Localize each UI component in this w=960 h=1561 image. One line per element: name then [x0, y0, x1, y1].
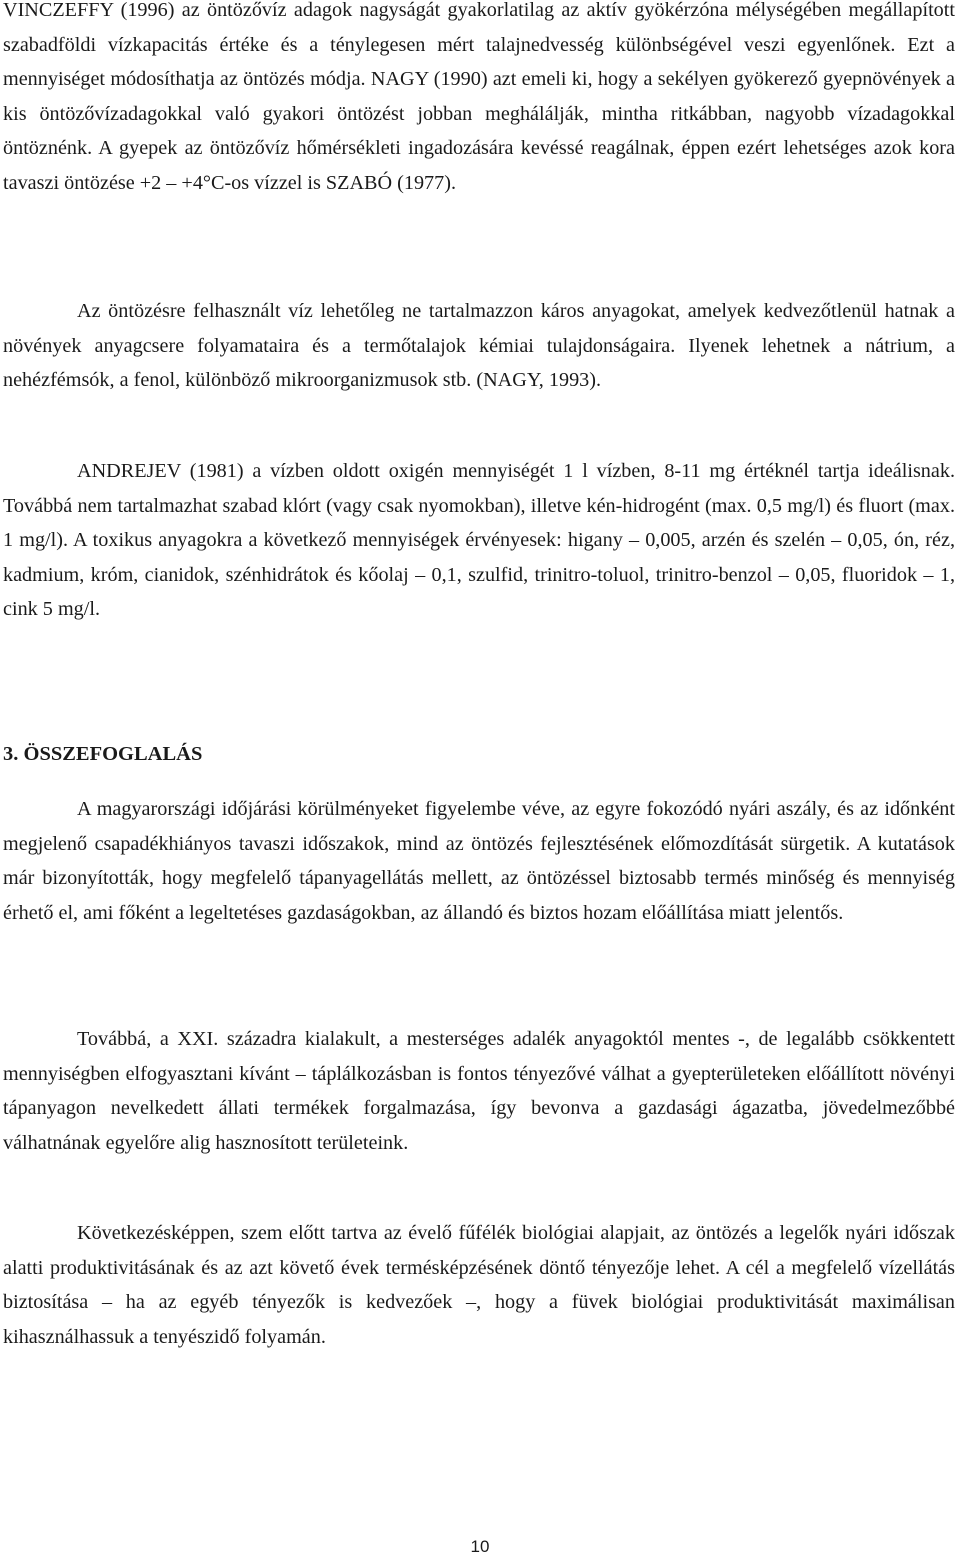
- paragraph-summary-1: A magyarországi időjárási körülményeket figyelembe véve, az egyre fokozódó nyári aszály, és az időnként megjelenő csapadékhiányos tavaszi időszakok, mind az öntözés fejlesztésének előmozdítását sürgetik. A kutatások már bizonyították, hogy megfelelő tápanyagellátás mellett, az öntözéssel biztosabb termés minőség és mennyiség érhető el, ami főként a legeltetéses gazdaságokban, az állandó és biztos hozam előállítása miatt jelentős.: [3, 798, 955, 924]
- paragraph-water-quality: Az öntözésre felhasznált víz lehetőleg ne tartalmazzon káros anyagokat, amelyek kedvezőtlenül hatnak a növények anyagcsere folyamataira és a termőtalajok kémiai tulajdonságaira. Ilyenek lehetnek a nátrium, a nehézfémsók, a fenol, különböző mikroorganizmusok stb. (NAGY, 1993).: [3, 300, 955, 391]
- section-heading: 3. ÖSSZEFOGLALÁS: [3, 743, 203, 765]
- page-number: 10: [470, 1537, 490, 1556]
- paragraph-andrejev: ANDREJEV (1981) a vízben oldott oxigén mennyiségét 1 l vízben, 8-11 mg értéknél tartja ideálisnak. Továbbá nem tartalmazhat szabad klórt (vagy csak nyomokban), illetve kén-hidrogént (max. 0,5 mg/l) és fluort (max. 1 mg/l). A toxikus anyagokra a következő mennyiségek érvényesek: higany – 0,005, arzén és szelén – 0,05, ón, réz, kadmium, króm, cianidok, szénhidrátok és kőolaj – 0,1, szulfid, trinitro-toluol, trinitro-benzol – 0,05, fluoridok – 1, cink 5 mg/l.: [3, 460, 955, 620]
- paragraph-summary-3: Következésképpen, szem előtt tartva az évelő fűfélék biológiai alapjait, az öntözés a legelők nyári időszak alatti produktivitásának és az azt követő évek termésképzésének döntő tényezője lehet. A cél a megfelelő vízellátás biztosítása – ha az egyéb tényezők is kedvezőek –, hogy a füvek biológiai produktivitását maximálisan kihasználhassuk a tenyészidő folyamán.: [3, 1222, 955, 1348]
- paragraph-summary-2: Továbbá, a XXI. századra kialakult, a mesterséges adalék anyagoktól mentes -, de legalább csökkentett mennyiségben elfogyasztani kívánt – táplálkozásban is fontos tényezővé válhat a gyepterületeken előállított növényi tápanyagon nevelkedett állati termékek forgalmazása, így bevonva a gazdasági ágazatba, jövedelmezőbbé válhatnának egyelőre alig hasznosított területeink.: [3, 1028, 955, 1154]
- paragraph-vinczeffy: VINCZEFFY (1996) az öntözővíz adagok nagyságát gyakorlatilag az aktív gyökérzóna mélységében megállapított szabadföldi vízkapacitás értéke és a ténylegesen mért talajnedvesség különbségével veszi egyenlőnek. Ezt a mennyiséget módosíthatja az öntözés módja. NAGY (1990) azt emeli ki, hogy a sekélyen gyökerező gyepnövények a kis öntözővízadagokkal való gyakori öntözést jobban meghálálják, mintha ritkábban, nagyobb vízadagokkal öntöznénk. A gyepek az öntözővíz hőmérsékleti ingadozására kevéssé reagálnak, éppen ezért lehetséges azok kora tavaszi öntözése +2 – +4°C-os vízzel is SZABÓ (1977).: [3, 0, 955, 194]
